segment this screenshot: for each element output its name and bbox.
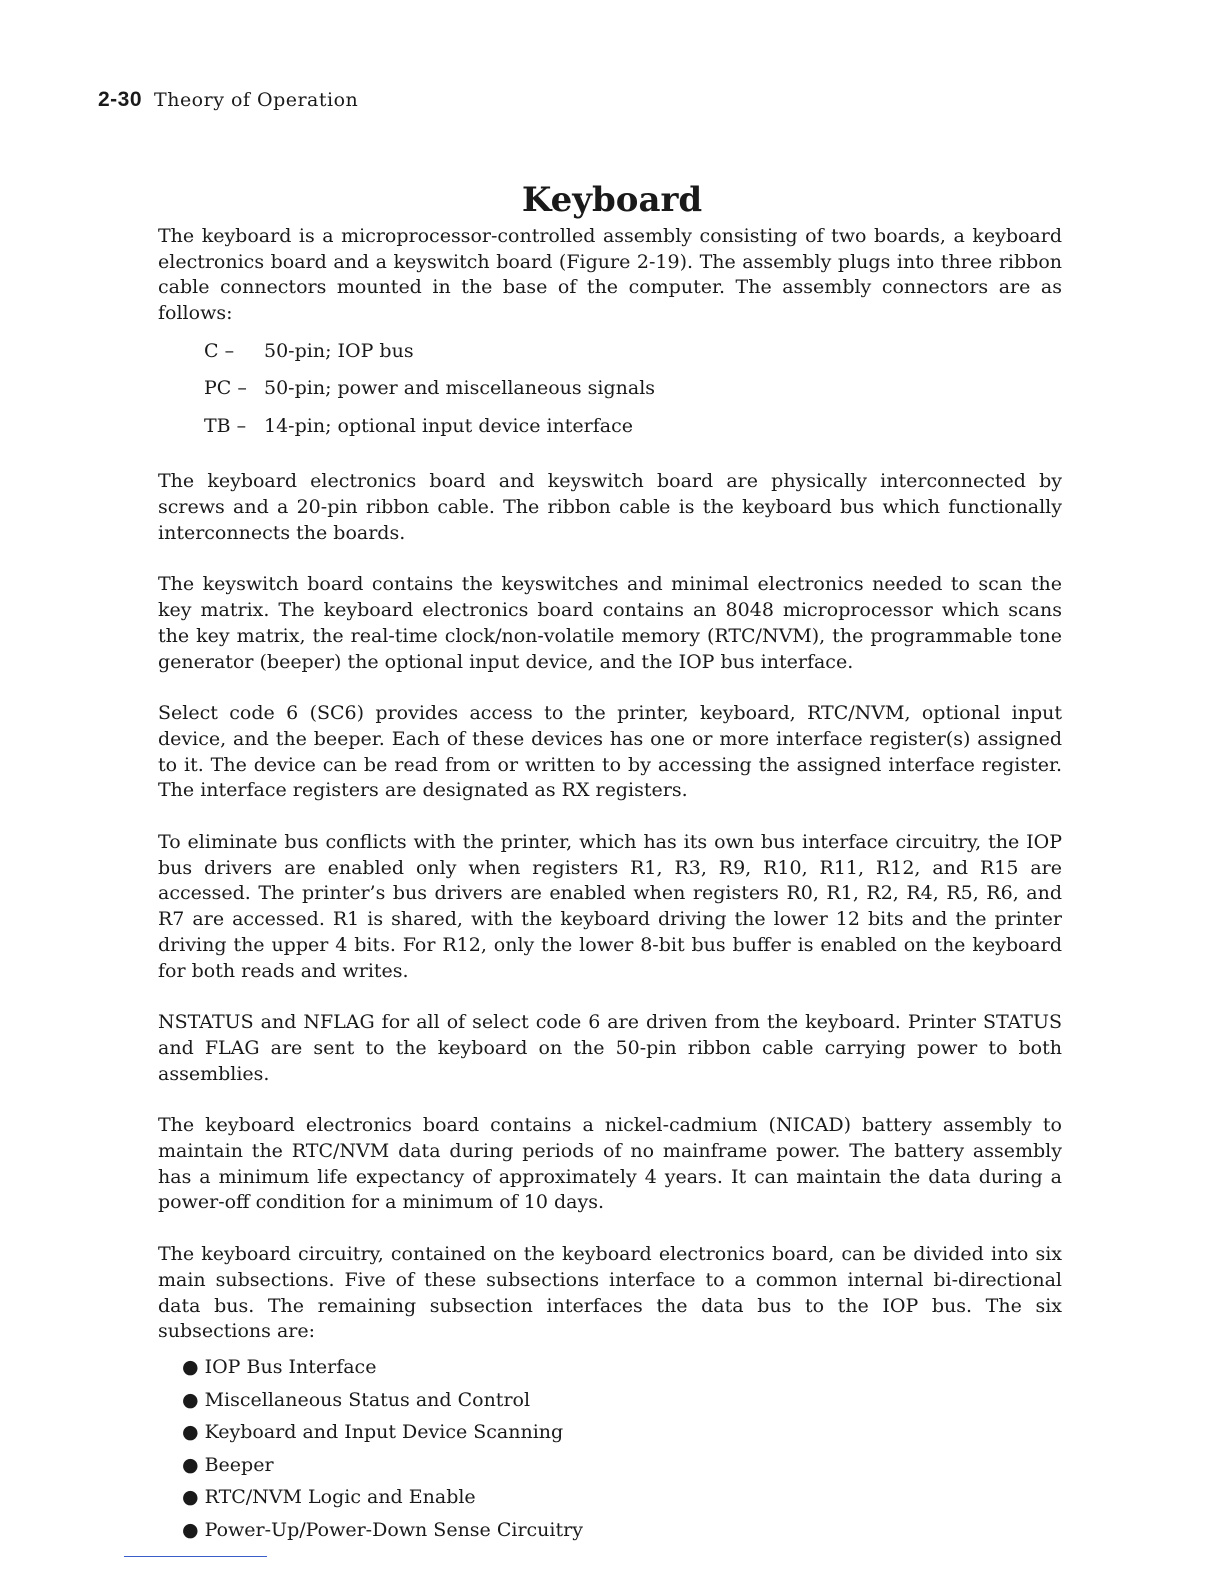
page-header — [98, 88, 358, 112]
subsection-label: Miscellaneous Status and Control — [204, 1388, 531, 1411]
paragraph-select-code: Select code 6 (SC6) provides access to the printer, keyboard, RTC/NVM, optional input device, and the beeper. Each of these devices has one or more interface register(s) assigned to it. The device can be read from or written to by accessing the assigned interface register. The interface registers are designated as RX registers. — [158, 702, 1062, 802]
list-item — [182, 1449, 1062, 1482]
connector-item — [204, 408, 1062, 446]
connector-code: C – — [204, 339, 235, 362]
body-text — [158, 224, 1062, 1547]
bullet-icon: ● — [182, 1388, 199, 1411]
connector-desc: 50-pin; IOP bus — [264, 339, 414, 362]
paragraph-status-flag: NSTATUS and NFLAG for all of select code 6 are driven from the keyboard. Printer STATUS and FLAG are sent to the keyboard on the 50-pin ribbon cable carrying power to both assemblies. — [158, 1011, 1062, 1085]
subsection-label: Beeper — [204, 1453, 274, 1476]
bullet-icon: ● — [182, 1518, 199, 1541]
bullet-icon: ● — [182, 1356, 199, 1378]
paragraph-battery: The keyboard electronics board contains a nickel-cadmium (NICAD) battery assembly to maintain the RTC/NVM data during periods of no mainframe power. The battery assembly has a minimum life expectancy of approximately 4 years. It can maintain the data during a power-off condition for a minimum of 10 days. — [158, 1114, 1062, 1214]
paragraph-subsections: The keyboard circuitry, contained on the keyboard electronics board, can be divided into six main subsections. Five of these subsections interface to a common internal bi-directional data bus. The remaining subsection interfaces the data bus to the IOP bus. The six subsections are: — [158, 1243, 1062, 1343]
list-item — [182, 1481, 1062, 1514]
connector-item — [204, 370, 1062, 408]
footer-rule — [124, 1556, 267, 1557]
subsection-label: Power-Up/Power-Down Sense Circuitry — [204, 1518, 583, 1541]
page-number: 2-30 — [98, 88, 143, 111]
list-item — [182, 1384, 1062, 1417]
list-item — [182, 1514, 1062, 1547]
bullet-icon: ● — [182, 1486, 199, 1509]
subsection-list — [182, 1351, 1062, 1547]
bullet-icon: ● — [182, 1421, 199, 1444]
connector-code: PC – — [204, 377, 247, 400]
paragraph-keyswitch-board: The keyswitch board contains the keyswitches and minimal electronics needed to scan the key matrix. The keyboard electronics board contains an 8048 microprocessor which scans the key matrix, the real-time clock/non-volatile memory (RTC/NVM), the programmable tone generator (beeper) the optional input device, and the IOP bus interface. — [158, 573, 1062, 673]
connector-desc: 14-pin; optional input device interface — [264, 414, 633, 437]
subsection-label: RTC/NVM Logic and Enable — [204, 1486, 476, 1509]
section-title: Theory of Operation — [154, 89, 359, 111]
page-title: Keyboard — [521, 180, 703, 220]
paragraph-board-interconnect: The keyboard electronics board and keyswitch board are physically interconnected by screws and a 20-pin ribbon cable. The ribbon cable is the keyboard bus which functionally interconnects the boards. — [158, 470, 1062, 544]
list-item — [182, 1351, 1062, 1384]
paragraph-bus-conflicts: To eliminate bus conflicts with the printer, which has its own bus interface circuitry, the IOP bus drivers are enabled only when registers R1, R3, R9, R10, R11, R12, and R15 are accessed. The printer’s bus drivers are enabled when registers R0, R1, R2, R4, R5, R6, and R7 are accessed. R1 is shared, with the keyboard driving the lower 12 bits and the printer driving the upper 4 bits. For R12, only the lower 8-bit bus buffer is enabled on the keyboard for both reads and writes. — [158, 831, 1062, 982]
connector-item — [204, 333, 1062, 371]
connector-code: TB – — [204, 414, 247, 437]
list-item — [182, 1416, 1062, 1449]
paragraph-intro: The keyboard is a microprocessor-controlled assembly consisting of two boards, a keyboard electronics board and a keyswitch board (Figure 2-19). The assembly plugs into three ribbon cable connectors mounted in the base of the computer. The assembly connectors are as follows: — [158, 225, 1062, 325]
connector-desc: 50-pin; power and miscellaneous signals — [264, 377, 656, 400]
connector-list — [204, 333, 1062, 446]
bullet-icon: ● — [182, 1453, 199, 1476]
subsection-label: Keyboard and Input Device Scanning — [204, 1421, 564, 1444]
subsection-label: IOP Bus Interface — [204, 1356, 377, 1378]
